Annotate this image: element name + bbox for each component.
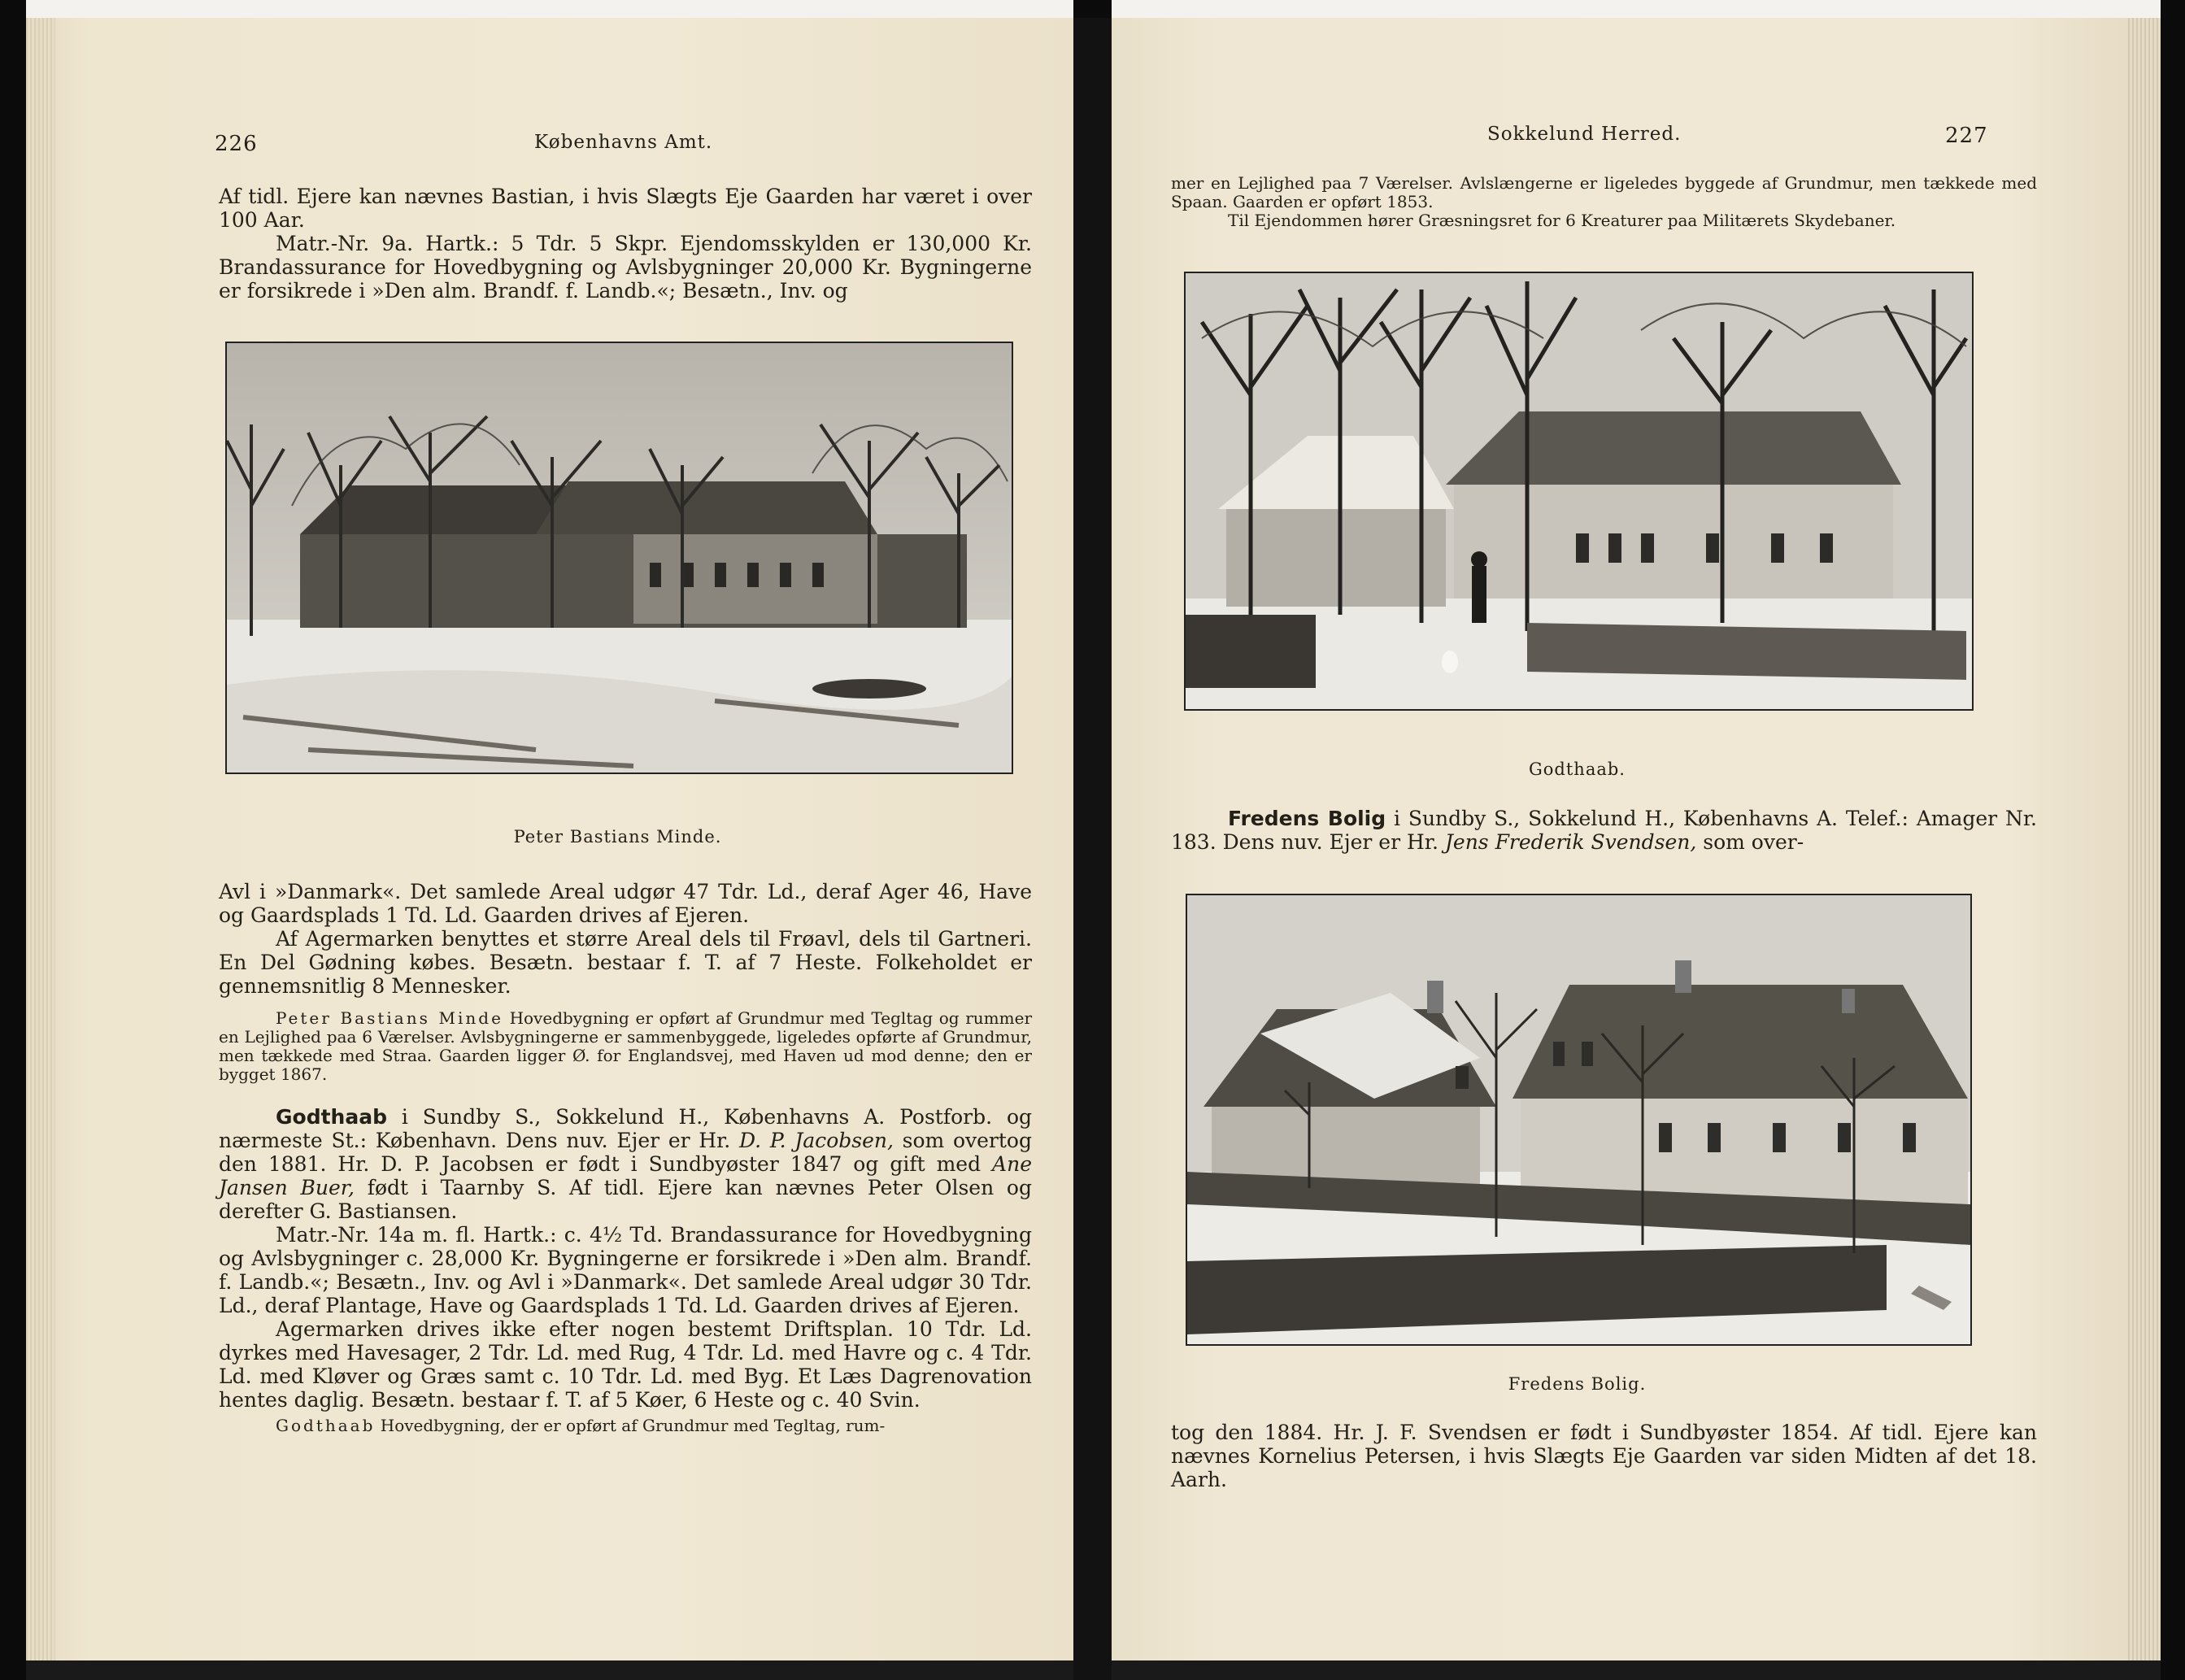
running-head: Sokkelund Herred.	[1487, 124, 1682, 145]
left-page	[26, 18, 1073, 1660]
godthaab-entry	[219, 1105, 1032, 1223]
entry-title: Godthaab	[276, 1105, 387, 1129]
paragraph: Af Agermarken benyttes et større Areal dels til Frøavl, dels til Gartneri. En Del Gødning købes. Besætn. bestaar f. T. af 7 Heste. Folkeholdet er gennemsnitlig 8 Mennesker.	[219, 927, 1032, 998]
book-spine	[1073, 18, 1112, 1680]
photo-caption: Godthaab.	[1529, 759, 1626, 779]
wife-name: Ane Jansen Buer,	[219, 1152, 1032, 1199]
farmhouse-photo	[1187, 895, 1970, 1344]
entry-text: som overtog den 1881. Hr. D. P. Jacobsen er født i Sundbyøster 1847 og gift med	[219, 1129, 1032, 1176]
page-number: 226	[215, 132, 258, 156]
note-text: Hovedbygning er opført af Grundmur med Tegltag og rummer en Lejlighed paa 6 Værelser. Avlsbygningerne er sammenbyggede, ligeledes opførte af Grundmur, men tækkede med Straa. Gaarden ligger Ø. for Englandsvej, med Haven ud mod denne; den er bygget 1867.	[219, 1008, 1032, 1084]
paragraph: mer en Lejlighed paa 7 Værelser. Avlslængerne er ligeledes byggede af Grundmur, men tækkede med Spaan. Gaarden er opført 1853.	[1171, 173, 2037, 211]
building-note	[219, 1417, 1032, 1435]
right-page	[1112, 18, 2161, 1660]
fredens-entry	[1171, 807, 2037, 854]
paragraph: Af tidl. Ejere kan nævnes Bastian, i hvis Slægts Eje Gaarden har været i over 100 Aar.	[219, 185, 1032, 232]
photo-caption: Fredens Bolig.	[1508, 1374, 1647, 1394]
building-note	[219, 1009, 1032, 1084]
entry-text: født i Taarnby S. Af tidl. Ejere kan nævnes Peter Olsen og derefter G. Bastiansen.	[219, 1176, 1032, 1223]
scan-bottom-band	[26, 1660, 1073, 1680]
entry-text: som over-	[1696, 830, 1804, 854]
farmhouse-photo	[227, 343, 1012, 773]
paragraph: Til Ejendommen hører Græsningsret for 6 Kreaturer paa Militærets Skydebaner.	[1228, 211, 1896, 230]
photo-fredens-bolig	[1186, 894, 1972, 1346]
paragraph: tog den 1884. Hr. J. F. Svendsen er født i Sundbyøster 1854. Af tidl. Ejere kan nævnes Kornelius Petersen, i hvis Slægts Eje Gaarden var siden Midten af det 18. Aarh.	[1171, 1421, 2037, 1491]
fredens-continued	[1171, 1421, 2037, 1491]
paragraph	[1171, 807, 2037, 854]
page-edge	[2128, 18, 2161, 1660]
owner-name: D. P. Jacobsen,	[739, 1129, 894, 1152]
page-number: 227	[1945, 124, 1988, 148]
scan-top-strip	[26, 0, 1073, 18]
photo-godthaab	[1184, 272, 1974, 711]
description-text	[219, 880, 1032, 1435]
intro-text	[219, 185, 1032, 302]
paragraph: Matr.-Nr. 9a. Hartk.: 5 Tdr. 5 Skpr. Ejendomsskylden er 130,000 Kr. Brandassurance for Hovedbygning og Avlsbygninger 20,000 Kr. Bygningerne er forsikrede i »Den alm. Brandf. f. Landb.«; Besætn., Inv. og	[219, 232, 1032, 302]
scan-top-strip	[1112, 0, 2161, 18]
photo-caption: Peter Bastians Minde.	[513, 827, 722, 847]
entry-text: i Sundby S., Sokkelund H., Københavns A. Telef.: Amager Nr. 183. Dens nuv. Ejer er Hr.	[1171, 807, 2037, 854]
scan-bottom-band	[1112, 1660, 2161, 1680]
photo-peter-bastians-minde	[225, 342, 1013, 774]
entry-text: i Sundby S., Sokkelund H., Københavns A. Postforb. og nærmeste St.: København. Dens nuv. Ejer er Hr.	[219, 1105, 1032, 1152]
farmhouse-photo	[1186, 273, 1972, 709]
owner-name: Jens Frederik Svendsen,	[1444, 830, 1697, 854]
entry-title: Fredens Bolig	[1228, 807, 1386, 830]
note-label: Godthaab	[276, 1416, 376, 1435]
page-edge	[26, 18, 55, 1660]
paragraph: Avl i »Danmark«. Det samlede Areal udgør 47 Tdr. Ld., deraf Ager 46, Have og Gaardsplads 1 Td. Ld. Gaarden drives af Ejeren.	[219, 880, 1032, 927]
running-head: Københavns Amt.	[534, 132, 713, 153]
paragraph: Matr.-Nr. 14a m. fl. Hartk.: c. 4½ Td. Brandassurance for Hovedbygning og Avlsbygninger c. 28,000 Kr. Bygningerne er forsikrede i »Den alm. Brandf. f. Landb.«; Besætn., Inv. og Avl i »Danmark«. Det samlede Areal udgør 30 Tdr. Ld., deraf Plantage, Have og Gaardsplads 1 Td. Ld. Gaarden drives af Ejeren.	[219, 1223, 1032, 1317]
paragraph: Agermarken drives ikke efter nogen bestemt Driftsplan. 10 Tdr. Ld. dyrkes med Havesager, 2 Tdr. Ld. med Rug, 4 Tdr. Ld. med Havre og c. 4 Tdr. Ld. med Kløver og Græs samt c. 10 Tdr. Ld. med Byg. Et Læs Dagrenovation hentes daglig. Besætn. bestaar f. T. af 5 Køer, 6 Heste og c. 40 Svin.	[219, 1317, 1032, 1412]
continued-note	[1171, 174, 2037, 230]
note-text: Hovedbygning, der er opført af Grundmur med Tegltag, rum-	[375, 1416, 886, 1435]
note-label: Peter Bastians Minde	[276, 1008, 503, 1028]
